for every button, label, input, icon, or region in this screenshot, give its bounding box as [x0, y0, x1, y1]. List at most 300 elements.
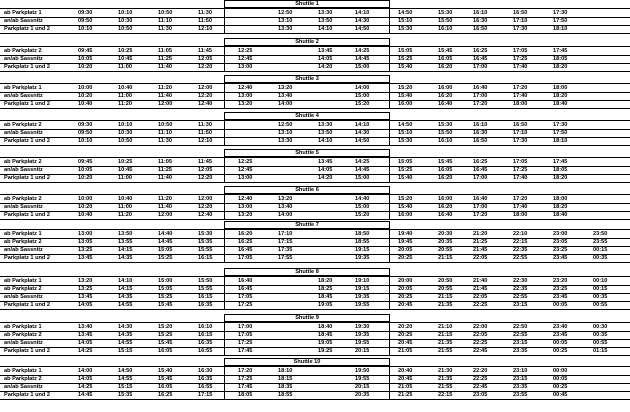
departure-time: 00:55 [593, 302, 608, 308]
departure-time: 00:10 [593, 278, 608, 284]
row-label: ab Parkplatz 2 [4, 196, 42, 202]
departure-time: 16:45 [238, 286, 253, 292]
departure-time: 22:35 [513, 247, 528, 253]
row-label: an/ab Sassnitz [4, 204, 43, 210]
row-label: an/ab Sassnitz [4, 56, 43, 62]
departure-time: 21:45 [473, 286, 488, 292]
departure-time: 14:45 [78, 392, 93, 398]
departure-time: 21:30 [438, 368, 453, 374]
departure-time: 14:15 [118, 286, 133, 292]
departure-time: 13:25 [78, 286, 93, 292]
departure-time: 09:50 [78, 18, 93, 24]
departure-time: 18:10 [553, 138, 568, 144]
departure-time: 13:45 [78, 332, 93, 338]
departure-time: 14:25 [78, 384, 93, 390]
departure-time: 22:05 [473, 294, 488, 300]
departure-time: 12:05 [198, 167, 213, 173]
departure-time: 15:40 [398, 93, 413, 99]
departure-time: 13:00 [238, 175, 253, 181]
departure-time: 14:05 [318, 56, 333, 62]
departure-time: 10:30 [118, 130, 133, 136]
column-divider [224, 46, 225, 71]
shuttle-title: Shuttle 2 [224, 38, 390, 46]
departure-time: 16:05 [158, 348, 173, 354]
departure-time: 11:30 [198, 10, 212, 16]
departure-time: 17:20 [473, 212, 488, 218]
table-row [0, 100, 630, 108]
departure-time: 14:55 [118, 340, 133, 346]
departure-time: 22:45 [473, 384, 488, 390]
departure-time: 17:05 [513, 159, 528, 165]
departure-time: 23:40 [553, 324, 568, 330]
departure-time: 12:10 [198, 138, 213, 144]
departure-time: 14:05 [318, 167, 333, 173]
departure-time: 11:05 [158, 159, 172, 165]
departure-time: 21:35 [438, 340, 453, 346]
table-row [0, 339, 630, 347]
table-rule [0, 182, 630, 183]
departure-time: 10:05 [78, 167, 93, 173]
departure-time: 22:15 [513, 239, 528, 245]
departure-time: 17:30 [513, 138, 528, 144]
departure-time: 14:55 [118, 302, 133, 308]
table-rule [0, 262, 630, 263]
departure-time: 14:20 [318, 175, 333, 181]
departure-time: 23:05 [473, 392, 488, 398]
departure-time: 20:15 [355, 348, 370, 354]
departure-time: 14:50 [398, 122, 413, 128]
departure-time: 12:40 [198, 101, 213, 107]
departure-time: 14:35 [118, 255, 133, 261]
departure-time: 15:25 [158, 294, 173, 300]
departure-time: 17:10 [513, 130, 528, 136]
departure-time: 17:25 [238, 340, 253, 346]
row-label: Parkplatz 1 und 2 [4, 212, 51, 218]
departure-time: 10:50 [118, 138, 133, 144]
departure-time: 13:30 [318, 122, 333, 128]
departure-time: 00:35 [593, 255, 608, 261]
departure-time: 12:40 [198, 212, 213, 218]
shuttle-block [0, 0, 630, 34]
table-row [0, 25, 630, 33]
departure-time: 14:10 [118, 278, 133, 284]
departure-time: 20:45 [398, 302, 413, 308]
departure-time: 13:45 [78, 255, 93, 261]
departure-time: 12:25 [238, 159, 253, 165]
departure-time: 13:20 [238, 212, 253, 218]
departure-time: 15:30 [198, 231, 213, 237]
departure-time: 17:05 [513, 48, 528, 54]
departure-time: 12:05 [198, 56, 213, 62]
departure-time: 15:25 [398, 167, 413, 173]
departure-time: 15:05 [158, 247, 173, 253]
departure-time: 23:25 [553, 286, 568, 292]
departure-time: 16:20 [438, 204, 453, 210]
shuttle-block [0, 149, 630, 183]
departure-time: 11:50 [198, 18, 212, 24]
departure-time: 16:05 [158, 384, 173, 390]
table-row [0, 238, 630, 246]
departure-time: 17:25 [238, 302, 253, 308]
departure-time: 14:30 [355, 130, 370, 136]
row-label: Parkplatz 1 und 2 [4, 101, 51, 107]
table-row [0, 254, 630, 262]
departure-time: 11:00 [118, 64, 132, 70]
departure-time: 09:50 [78, 130, 93, 136]
departure-time: 19:35 [355, 255, 370, 261]
table-row [0, 92, 630, 100]
departure-time: 11:40 [158, 64, 172, 70]
departure-time: 19:05 [318, 302, 333, 308]
departure-time: 12:00 [198, 85, 213, 91]
row-label: ab Parkplatz 2 [4, 122, 42, 128]
departure-time: 17:05 [238, 255, 253, 261]
column-divider [389, 83, 390, 108]
departure-time: 16:15 [198, 294, 213, 300]
table-rule [0, 71, 630, 72]
departure-time: 18:40 [553, 101, 568, 107]
departure-time: 10:20 [78, 175, 93, 181]
table-row [0, 63, 630, 71]
departure-time: 16:10 [473, 122, 488, 128]
departure-time: 15:30 [398, 26, 413, 32]
departure-time: 22:55 [513, 255, 528, 261]
departure-time: 17:30 [513, 26, 528, 32]
departure-time: 22:25 [473, 302, 488, 308]
departure-time: 16:40 [438, 101, 453, 107]
departure-time: 20:25 [398, 294, 413, 300]
departure-time: 23:10 [513, 368, 528, 374]
table-row [0, 47, 630, 55]
table-row [0, 293, 630, 301]
shuttle-block [0, 358, 630, 400]
departure-time: 16:00 [398, 101, 413, 107]
column-divider [389, 194, 390, 219]
departure-time: 11:20 [158, 85, 172, 91]
row-label: an/ab Sassnitz [4, 294, 43, 300]
departure-time: 01:15 [593, 348, 608, 354]
table-rule [0, 355, 630, 356]
departure-time: 17:15 [278, 239, 293, 245]
departure-time: 00:25 [553, 384, 568, 390]
row-label: ab Parkplatz 1 [4, 85, 42, 91]
departure-time: 09:45 [78, 159, 93, 165]
table-rule [0, 219, 630, 220]
departure-time: 19:05 [318, 340, 333, 346]
departure-time: 18:45 [318, 332, 333, 338]
departure-time: 21:45 [473, 247, 488, 253]
departure-time: 15:25 [158, 332, 173, 338]
departure-time: 14:45 [158, 239, 173, 245]
departure-time: 23:50 [593, 231, 608, 237]
shuttle-title: Shuttle 8 [224, 268, 390, 276]
table-row [0, 347, 630, 355]
departure-time: 17:10 [513, 18, 528, 24]
departure-time: 13:00 [78, 231, 93, 237]
departure-time: 17:00 [473, 175, 488, 181]
departure-time: 15:50 [198, 278, 213, 284]
departure-time: 21:15 [438, 332, 453, 338]
departure-time: 16:15 [198, 255, 213, 261]
shuttle-block [0, 314, 630, 356]
departure-time: 00:30 [593, 324, 608, 330]
departure-time: 14:50 [355, 138, 370, 144]
departure-time: 15:05 [398, 48, 413, 54]
departure-time: 16:35 [198, 376, 213, 382]
departure-time: 21:35 [438, 376, 453, 382]
departure-time: 12:25 [238, 48, 253, 54]
departure-time: 12:20 [198, 175, 213, 181]
departure-time: 20:00 [398, 278, 413, 284]
departure-time: 22:55 [513, 294, 528, 300]
departure-time: 12:10 [198, 26, 213, 32]
row-label: Parkplatz 1 und 2 [4, 64, 51, 70]
departure-time: 10:00 [78, 196, 93, 202]
departure-time: 13:45 [318, 159, 333, 165]
departure-time: 20:45 [398, 376, 413, 382]
departure-time: 15:40 [398, 204, 413, 210]
departure-time: 16:10 [198, 324, 213, 330]
departure-time: 16:45 [473, 56, 488, 62]
departure-time: 15:45 [438, 48, 453, 54]
row-label: Parkplatz 1 und 2 [4, 392, 51, 398]
departure-time: 13:00 [238, 204, 253, 210]
departure-time: 18:05 [553, 56, 568, 62]
departure-time: 17:30 [553, 10, 568, 16]
departure-time: 14:30 [118, 324, 133, 330]
departure-time: 16:10 [438, 26, 453, 32]
departure-time: 17:45 [553, 159, 568, 165]
table-row [0, 137, 630, 145]
departure-time: 17:45 [238, 384, 253, 390]
departure-time: 15:00 [355, 204, 370, 210]
departure-time: 14:35 [118, 294, 133, 300]
table-row [0, 9, 630, 17]
departure-time: 23:35 [513, 384, 528, 390]
departure-time: 16:20 [438, 64, 453, 70]
departure-time: 23:25 [553, 247, 568, 253]
row-label: an/ab Sassnitz [4, 384, 43, 390]
departure-time: 16:10 [473, 10, 488, 16]
departure-time: 12:45 [238, 56, 253, 62]
departure-time: 15:30 [398, 138, 413, 144]
row-label: an/ab Sassnitz [4, 247, 43, 253]
departure-time: 20:25 [398, 255, 413, 261]
departure-time: 10:25 [118, 159, 133, 165]
row-label: an/ab Sassnitz [4, 340, 43, 346]
departure-time: 13:20 [278, 196, 293, 202]
departure-time: 18:20 [318, 278, 333, 284]
departure-time: 17:45 [553, 48, 568, 54]
departure-time: 14:45 [355, 167, 370, 173]
departure-time: 10:00 [78, 85, 93, 91]
departure-time: 00:05 [553, 376, 568, 382]
departure-time: 18:20 [553, 93, 568, 99]
column-divider [224, 8, 225, 33]
departure-time: 10:20 [78, 204, 93, 210]
row-label: Parkplatz 1 und 2 [4, 138, 51, 144]
departure-time: 13:40 [278, 204, 293, 210]
column-divider [389, 366, 390, 399]
departure-time: 15:15 [118, 348, 133, 354]
table-row [0, 195, 630, 203]
departure-time: 23:45 [553, 332, 568, 338]
departure-time: 21:10 [438, 324, 453, 330]
departure-time: 16:40 [438, 212, 453, 218]
departure-time: 14:45 [355, 56, 370, 62]
departure-time: 17:10 [278, 231, 293, 237]
departure-time: 19:15 [355, 247, 370, 253]
departure-time: 22:35 [513, 286, 528, 292]
departure-time: 23:15 [513, 302, 528, 308]
departure-time: 16:25 [238, 239, 253, 245]
departure-time: 17:50 [553, 130, 568, 136]
departure-time: 16:55 [198, 384, 213, 390]
departure-time: 21:05 [398, 384, 413, 390]
departure-time: 15:50 [438, 18, 453, 24]
table-row [0, 230, 630, 238]
departure-time: 17:00 [473, 93, 488, 99]
table-row [0, 55, 630, 63]
departure-time: 12:50 [278, 10, 293, 16]
departure-time: 13:55 [118, 239, 133, 245]
departure-time: 11:20 [118, 212, 132, 218]
table-row [0, 129, 630, 137]
departure-time: 20:35 [355, 392, 370, 398]
departure-time: 22:00 [473, 324, 488, 330]
departure-time: 15:45 [158, 302, 173, 308]
departure-time: 18:00 [553, 196, 568, 202]
departure-time: 10:10 [118, 10, 133, 16]
departure-time: 15:25 [158, 255, 173, 261]
table-rule [0, 399, 630, 400]
departure-time: 22:15 [438, 392, 453, 398]
column-divider [389, 8, 390, 33]
row-label: an/ab Sassnitz [4, 93, 43, 99]
departure-time: 21:25 [473, 239, 488, 245]
departure-time: 22:25 [473, 376, 488, 382]
departure-time: 00:35 [593, 294, 608, 300]
departure-time: 14:00 [78, 368, 93, 374]
row-label: ab Parkplatz 2 [4, 376, 42, 382]
departure-time: 00:05 [553, 302, 568, 308]
column-divider [224, 322, 225, 355]
table-rule [0, 33, 630, 34]
departure-time: 15:05 [158, 286, 173, 292]
departure-time: 14:55 [118, 376, 133, 382]
departure-time: 13:50 [318, 130, 333, 136]
table-row [0, 17, 630, 25]
departure-time: 11:10 [158, 130, 172, 136]
departure-time: 10:30 [118, 18, 133, 24]
departure-time: 18:05 [553, 167, 568, 173]
departure-time: 19:35 [355, 294, 370, 300]
departure-time: 13:00 [238, 64, 253, 70]
departure-time: 10:40 [118, 85, 133, 91]
departure-time: 13:50 [118, 231, 133, 237]
departure-time: 20:55 [438, 247, 453, 253]
departure-time: 18:35 [278, 384, 293, 390]
table-row [0, 301, 630, 309]
departure-time: 13:20 [238, 101, 253, 107]
departure-time: 22:45 [473, 348, 488, 354]
departure-time: 13:20 [78, 278, 93, 284]
departure-time: 17:00 [473, 204, 488, 210]
departure-time: 17:40 [513, 64, 528, 70]
departure-time: 14:50 [398, 10, 413, 16]
departure-time: 15:55 [198, 247, 213, 253]
departure-time: 18:20 [553, 64, 568, 70]
table-row [0, 174, 630, 182]
departure-time: 14:05 [78, 302, 93, 308]
departure-time: 14:40 [355, 196, 370, 202]
departure-time: 17:55 [278, 255, 293, 261]
departure-time: 19:55 [355, 302, 370, 308]
departure-time: 18:20 [553, 175, 568, 181]
departure-time: 23:15 [513, 340, 528, 346]
departure-time: 20:25 [398, 332, 413, 338]
departure-time: 20:45 [398, 340, 413, 346]
departure-time: 15:50 [438, 130, 453, 136]
departure-time: 16:20 [438, 175, 453, 181]
table-row [0, 84, 630, 92]
departure-time: 00:35 [593, 332, 608, 338]
departure-time: 14:30 [355, 18, 370, 24]
departure-time: 13:00 [238, 93, 253, 99]
row-label: ab Parkplatz 2 [4, 239, 42, 245]
departure-time: 11:00 [118, 175, 132, 181]
departure-time: 12:20 [198, 204, 213, 210]
departure-time: 16:55 [198, 348, 213, 354]
departure-time: 11:40 [158, 175, 172, 181]
departure-time: 19:30 [355, 324, 370, 330]
departure-time: 18:55 [355, 239, 370, 245]
departure-time: 17:40 [513, 175, 528, 181]
departure-time: 18:00 [513, 212, 528, 218]
departure-time: 00:05 [553, 340, 568, 346]
departure-time: 10:40 [118, 196, 133, 202]
departure-time: 21:25 [398, 392, 413, 398]
table-row [0, 158, 630, 166]
departure-time: 21:05 [398, 348, 413, 354]
departure-time: 19:55 [355, 376, 370, 382]
departure-time: 15:20 [355, 212, 370, 218]
departure-time: 14:25 [355, 159, 370, 165]
departure-time: 13:25 [78, 247, 93, 253]
row-label: ab Parkplatz 1 [4, 231, 42, 237]
departure-time: 18:15 [278, 376, 293, 382]
departure-time: 23:55 [513, 392, 528, 398]
departure-time: 13:30 [318, 10, 333, 16]
departure-time: 16:30 [473, 18, 488, 24]
departure-time: 15:45 [158, 376, 173, 382]
departure-time: 16:05 [438, 56, 453, 62]
departure-time: 18:20 [553, 204, 568, 210]
table-rule [0, 108, 630, 109]
departure-time: 12:40 [238, 85, 253, 91]
departure-time: 18:05 [238, 392, 253, 398]
departure-time: 11:05 [158, 48, 172, 54]
departure-time: 18:40 [553, 212, 568, 218]
departure-time: 13:50 [318, 18, 333, 24]
departure-time: 12:00 [158, 212, 173, 218]
table-row [0, 285, 630, 293]
departure-time: 21:55 [438, 348, 453, 354]
departure-time: 11:00 [118, 204, 132, 210]
column-divider [224, 194, 225, 219]
departure-time: 22:50 [513, 324, 528, 330]
departure-time: 10:45 [118, 167, 133, 173]
